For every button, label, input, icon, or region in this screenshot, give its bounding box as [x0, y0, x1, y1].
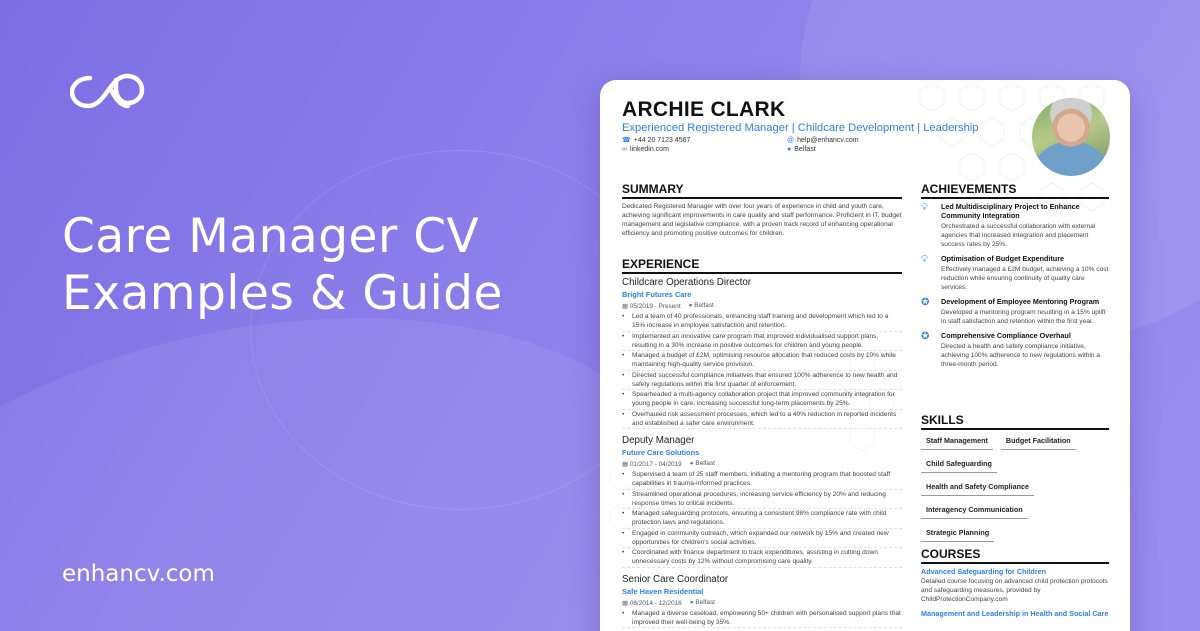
courses-heading: COURSES	[921, 547, 1109, 564]
job-bullet: • Spearheaded a multi-agency collaboration project that improved community integration for young people in care, increasing successful long-term placements by 25%.	[622, 390, 902, 410]
medal-icon: ✪	[921, 331, 930, 342]
achievement-text: Orchestrated a successful collaboration with external agencies that increased integration and placement success rates by 25%.	[941, 223, 1096, 248]
achievement-title: Comprehensive Compliance Overhaul	[941, 331, 1071, 340]
achievement-item	[921, 254, 1109, 292]
job-bullet: • Coordinated with finance department to track expenditures, assisting in cutting down unnecessary costs by 12% without compromising care quality.	[622, 548, 902, 568]
course-text: Detailed course focusing on advanced child protection protocols and safeguarding measures, provided by ChildProtectionCompany.com	[921, 578, 1108, 603]
job-location: Belfast	[694, 302, 714, 309]
job-bullet: • Supervised a team of 25 staff members, initiating a mentoring program that boosted staff capabilities in trauma-informed practices.	[622, 470, 902, 490]
job-entry	[622, 574, 902, 629]
achievements-heading: ACHIEVEMENTS	[921, 182, 1109, 199]
job-bullet: • Implemented an innovative care program that improved individualised support plans, resulting in a 30% increase in positive outcomes for children and young people.	[622, 332, 902, 352]
skills-list	[921, 434, 1109, 542]
calendar-icon: ▦	[622, 599, 629, 607]
resume-card[interactable]	[600, 80, 1130, 631]
courses-list	[921, 567, 1109, 618]
job-bullets	[622, 470, 902, 568]
summary-text: Dedicated Registered Manager with over four years of experience in child and youth care, achieving significant improvements in care quality and staff performance. Proficient in IT, budget management and legislative compliance, with a proven track record of enhancing operational efficiency and promoting positive outcomes for children.	[622, 203, 902, 237]
skill-tag: Interagency Communication	[921, 503, 1028, 519]
experience-heading: EXPERIENCE	[622, 257, 902, 274]
job-bullet: • Managed safeguarding protocols, ensuring a consistent 98% compliance rate with child protection laws and regulations.	[622, 509, 902, 529]
skill-tag: Health and Safety Compliance	[921, 480, 1034, 496]
achievement-item	[921, 331, 1109, 369]
job-dates: 01/2017 - 04/2019	[629, 461, 682, 468]
achievements-list	[921, 202, 1109, 374]
job-entry	[622, 435, 902, 568]
skill-tag: Strategic Planning	[921, 526, 994, 542]
location-icon: ●	[787, 146, 792, 153]
job-location: Belfast	[695, 460, 715, 467]
experience-list	[622, 277, 902, 628]
calendar-icon: ▦	[622, 461, 629, 468]
enhancv-logo-icon[interactable]	[70, 70, 146, 112]
job-dates: 05/2019 - Present	[629, 303, 681, 310]
skill-tag: Budget Facilitation	[1001, 434, 1076, 450]
job-bullet: • Directed successful compliance initiatives that ensured 100% adherence to new health and safety regulations within the first quarter of enforcement.	[622, 371, 902, 391]
achievement-text: Developed a mentoring program resulting in a 15% uplift in staff satisfaction and retention within the first year.	[941, 309, 1106, 325]
job-bullets	[622, 609, 902, 629]
job-bullet: • Led a team of 40 professionals, enhancing staff training and development which led to a 15% increase in employee satisfaction and retention.	[622, 312, 902, 332]
job-bullet: • Streamlined operational procedures, increasing service efficiency by 20% and reducing response times to critical incidents.	[622, 490, 902, 510]
contact-phone: +44 20 7123 4567	[633, 136, 691, 144]
skill-tag: Child Safeguarding	[921, 457, 997, 473]
job-bullet: • Engaged in community outreach, which expanded our network by 15% and created new opportunities for children's social activities.	[622, 529, 902, 549]
course-title: Advanced Safeguarding for Children	[921, 567, 1046, 576]
job-bullets	[622, 312, 902, 429]
brand-url[interactable]: enhancv.com	[62, 561, 215, 587]
skill-tag: Staff Management	[921, 434, 993, 450]
contact-location: Belfast	[794, 146, 816, 153]
location-icon: ●	[688, 302, 693, 309]
contact-info	[622, 136, 952, 155]
job-meta	[622, 599, 902, 607]
email-icon: @	[787, 136, 795, 144]
job-meta	[622, 302, 902, 310]
job-company: Safe Haven Residential	[622, 586, 704, 596]
achievement-title: Optimisation of Budget Expenditure	[941, 254, 1064, 263]
achievement-item	[921, 202, 1109, 249]
contact-linkedin[interactable]: linkedin.com	[630, 146, 669, 153]
page-headline	[62, 208, 503, 322]
location-icon: ●	[689, 460, 694, 467]
job-title: Senior Care Coordinator	[622, 573, 729, 585]
job-company: Future Care Solutions	[622, 448, 700, 457]
job-entry	[622, 277, 902, 429]
phone-icon: ☎	[622, 137, 631, 144]
achievement-title: Led Multidisciplinary Project to Enhance Community Integration	[941, 202, 1080, 220]
contact-email[interactable]: help@enhancv.com	[797, 136, 859, 144]
headline-line: Care Manager CV	[62, 209, 480, 264]
resume-title: Experienced Registered Manager | Childcare Development | Leadership	[622, 122, 979, 134]
job-title: Deputy Manager	[622, 435, 695, 446]
headline-line: Examples & Guide	[62, 266, 503, 321]
achievement-text: Effectively managed a £2M budget, achieving a 10% cost reduction while ensuring continuity of quality care services.	[941, 266, 1109, 291]
achievement-title: Development of Employee Mentoring Program	[941, 297, 1100, 306]
job-title: Childcare Operations Director	[622, 277, 752, 288]
job-company: Bright Futures Care	[622, 290, 692, 299]
achievement-item	[921, 297, 1109, 326]
job-bullet: • Managed a diverse caseload, empowering 50+ children with personalised support plans that improved their well-being by 35%.	[622, 609, 902, 629]
location-icon: ●	[689, 598, 694, 606]
job-location: Belfast	[695, 598, 715, 606]
avatar	[1032, 98, 1110, 176]
calendar-icon: ▦	[622, 303, 629, 310]
job-bullet: • Managed a budget of £2M, optimising resource allocation that reduced costs by 10% while maintaining high-quality service provision.	[622, 351, 902, 371]
job-bullet: • Overhauled risk assessment processes, which led to a 40% reduction in reported incidents and established a safer care environment.	[622, 410, 902, 430]
lightbulb-icon: 💡︎	[921, 202, 928, 213]
job-dates: 08/2014 - 12/2016	[629, 599, 682, 607]
skills-heading: SKILLS	[921, 413, 1109, 430]
link-icon: ∞	[622, 146, 627, 153]
achievement-text: Directed a health and safety compliance initiative, achieving 100% adherence to new regulations within a three-month period.	[941, 343, 1101, 368]
summary-heading: SUMMARY	[622, 182, 902, 199]
course-title: Management and Leadership in Health and Social Care	[921, 609, 1109, 618]
medal-icon: ✪	[921, 297, 930, 308]
resume-name: ARCHIE CLARK	[622, 98, 786, 121]
lightbulb-icon: 💡︎	[921, 254, 928, 265]
job-meta	[622, 460, 902, 468]
